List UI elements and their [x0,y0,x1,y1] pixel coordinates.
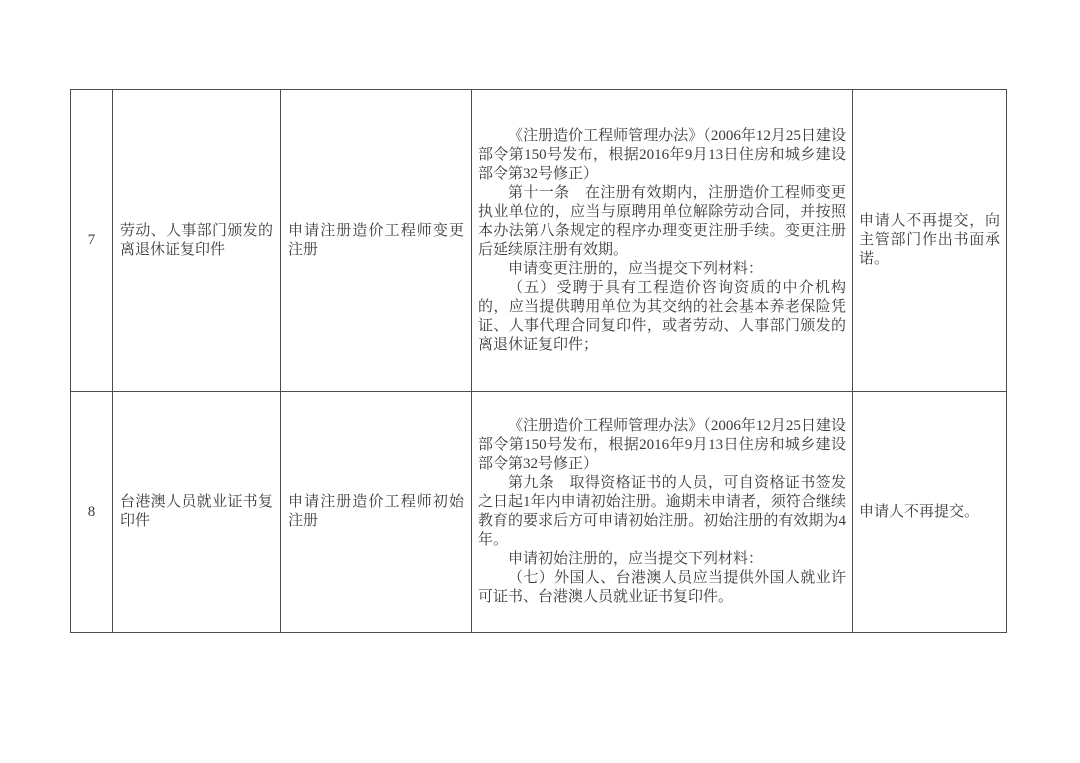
basis-paragraph: 《注册造价工程师管理办法》（2006年12月25日建设部令第150号发布，根据2016年9月13日住房和城乡建设部令第32号修正） [478,418,846,472]
basis-paragraph: （五）受聘于具有工程造价咨询资质的中介机构的，应当提供聘用单位为其交纳的社会基本养老保险凭证、人事代理合同复印件，或者劳动、人事部门颁发的离退休证复印件； [478,279,846,353]
basis-paragraph: 申请变更注册的，应当提交下列材料： [508,260,764,277]
basis-paragraph: （七）外国人、台港澳人员应当提供外国人就业许可证书、台港澳人员就业证书复印件。 [478,570,846,605]
legal-basis-cell [472,90,853,392]
basis-paragraph: 第九条 取得资格证书的人员，可自资格证书签发之日起1年内申请初始注册。逾期未申请者，须符合继续教育的要求后方可申请初始注册。初始注册的有效期为4年。 [478,475,846,548]
material-name-cell: 台港澳人员就业证书复印件 [113,392,281,633]
table-row [71,90,1007,392]
handling-cell: 申请人不再提交，向主管部门作出书面承诺。 [853,90,1007,392]
row-number-cell: 8 [71,392,113,633]
materials-table [70,89,1007,633]
legal-basis-cell [472,392,853,633]
basis-paragraph: 第十一条 在注册有效期内，注册造价工程师变更执业单位的，应当与原聘用单位解除劳动合同，并按照本办法第八条规定的程序办理变更注册手续。变更注册后延续原注册有效期。 [478,184,846,258]
basis-paragraph: 申请初始注册的，应当提交下列材料： [508,551,764,567]
row-number-cell: 7 [71,90,113,392]
material-name-cell: 劳动、人事部门颁发的离退休证复印件 [113,90,281,392]
basis-paragraph: 《注册造价工程师管理办法》（2006年12月25日建设部令第150号发布，根据2016年9月13日住房和城乡建设部令第32号修正） [478,127,846,182]
handling-cell: 申请人不再提交。 [853,392,1007,633]
table-row [71,392,1007,633]
application-type-cell: 申请注册造价工程师变更注册 [281,90,472,392]
application-type-cell: 申请注册造价工程师初始注册 [281,392,472,633]
